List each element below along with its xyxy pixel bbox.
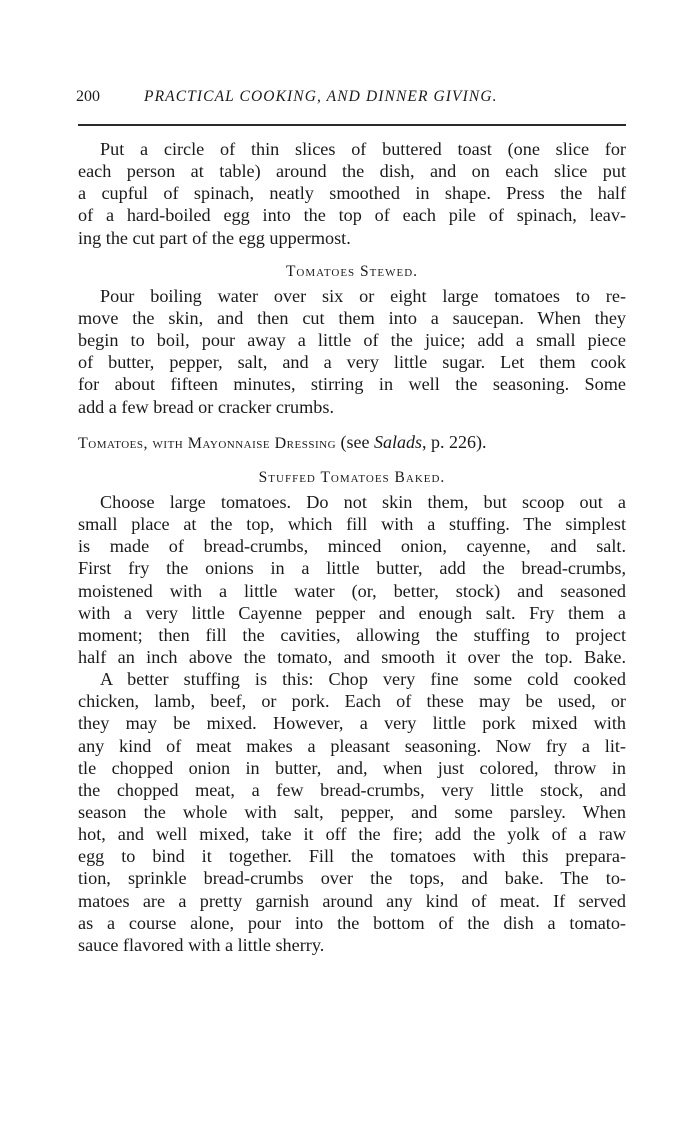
ref-salads: Salads — [374, 431, 423, 452]
text-line: for about fifteen minutes, stirring in well the seasoning. Some — [78, 374, 626, 395]
text-line: they may be mixed. However, a very little pork mixed with — [78, 713, 626, 734]
page-body — [78, 138, 626, 956]
text-line: of butter, pepper, salt, and a very little sugar. Let them cook — [78, 352, 626, 373]
text-line: Pour boiling water over six or eight large tomatoes to re- — [100, 285, 626, 306]
running-title: PRACTICAL COOKING, AND DINNER GIVING. — [144, 88, 498, 105]
text-line: half an inch above the tomato, and smooth it over the top. Bake. — [78, 646, 626, 667]
text-line: each person at table) around the dish, and on each slice put — [78, 161, 626, 182]
text-line: moistened with a little water (or, better, stock) and seasoned — [78, 580, 626, 601]
text-line: as a course alone, pour into the bottom of the dish a tomato- — [78, 912, 626, 933]
text-line: any kind of meat makes a pleasant seasoning. Now fry a lit- — [78, 735, 626, 756]
page-number: 200 — [76, 88, 100, 105]
text-line: chicken, lamb, beef, or pork. Each of these may be used, or — [78, 691, 626, 712]
ref-page: , p. 226). — [422, 431, 487, 452]
text-line: begin to boil, pour away a little of the juice; add a small piece — [78, 330, 626, 351]
text-line: A better stuffing is this: Chop very fine some cold cooked — [100, 669, 626, 690]
text-line: hot, and well mixed, take it off the fire; add the yolk of a raw — [78, 824, 626, 845]
text-line: of a hard-boiled egg into the top of each pile of spinach, leav- — [78, 205, 626, 226]
text-line: add a few bread or cracker crumbs. — [78, 396, 335, 417]
text-line: ing the cut part of the egg uppermost. — [78, 227, 351, 248]
text-line: is made of bread-crumbs, minced onion, cayenne, and salt. — [78, 536, 626, 557]
mayonnaise-cross-reference — [78, 431, 626, 453]
section-heading-stuffed-tomatoes: Stuffed Tomatoes Baked. — [258, 468, 446, 486]
ref-title: Tomatoes, with Mayonnaise Dressing — [78, 434, 337, 452]
text-line: move the skin, and then cut them into a saucepan. When they — [78, 307, 626, 328]
text-line: Put a circle of thin slices of buttered toast (one slice for — [100, 139, 626, 159]
header-rule — [78, 124, 626, 126]
ref-see: (see — [340, 431, 370, 452]
text-line: small place at the top, which fill with a stuffing. The simplest — [78, 514, 626, 535]
intro-paragraph — [78, 138, 626, 249]
text-line: Choose large tomatoes. Do not skin them, but scoop out a — [100, 491, 626, 512]
text-line: matoes are a pretty garnish around any kind of meat. If served — [78, 890, 626, 911]
text-line: egg to bind it together. Fill the tomatoes with this prepara- — [78, 846, 626, 867]
text-line: sauce flavored with a little sherry. — [78, 934, 325, 955]
text-line: tion, sprinkle bread-crumbs over the tops, and bake. The to- — [78, 868, 626, 889]
running-header — [76, 88, 628, 112]
text-line: First fry the onions in a little butter, add the bread-crumbs, — [78, 558, 626, 579]
stuffed-tomatoes-paragraphs — [78, 491, 626, 956]
section-heading-tomatoes-stewed: Tomatoes Stewed. — [285, 262, 419, 280]
tomatoes-stewed-paragraph — [78, 285, 626, 418]
text-line: tle chopped onion in butter, and, when just colored, throw in — [78, 757, 626, 778]
text-line: with a very little Cayenne pepper and enough salt. Fry them a — [78, 602, 626, 623]
text-line: the chopped meat, a few bread-crumbs, very little stock, and — [78, 779, 626, 800]
text-line: moment; then fill the cavities, allowing the stuffing to project — [78, 624, 626, 645]
text-line: a cupful of spinach, neatly smoothed in shape. Press the half — [78, 183, 626, 204]
text-line: season the whole with salt, pepper, and some parsley. When — [78, 801, 626, 822]
